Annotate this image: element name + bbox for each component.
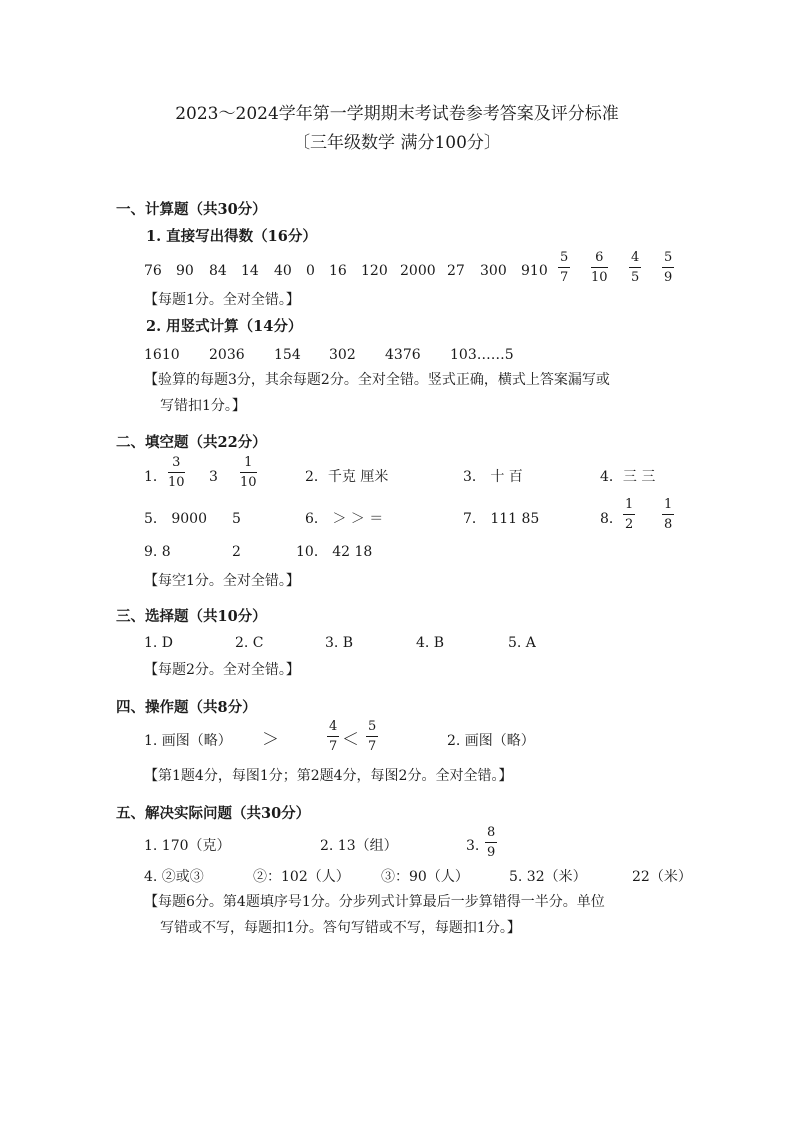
s5-note-line2: 写错或不写，每题扣1分。答句写错或不写，每题扣1分。】 [160, 920, 521, 936]
answer: 84 [209, 263, 227, 279]
s2-q9-second: 2 [232, 544, 241, 560]
s2-q5: 5． 9000 [144, 511, 207, 527]
answer: 90 [176, 263, 194, 279]
s2-q8-label: 8． [600, 511, 623, 527]
answer: 103……5 [450, 347, 514, 363]
s3-note: 【每题2分。全对全错。】 [144, 662, 300, 678]
fraction [327, 720, 339, 753]
fraction-numerator: 4 [329, 719, 338, 734]
s2-q2: 2．千克 厘米 [305, 469, 389, 485]
answer: 120 [361, 263, 388, 279]
fraction [366, 720, 378, 753]
answer: 2036 [209, 347, 245, 363]
s2-q1-value: 3 [209, 469, 218, 485]
section-4-heading: 四、操作题（共8分） [116, 699, 257, 716]
s2-q1-label: 1． [144, 469, 167, 485]
fraction-numerator: 5 [560, 250, 569, 265]
s4-less-than: ＜ [342, 730, 359, 750]
fraction-denominator: 7 [560, 270, 569, 285]
fraction [629, 251, 641, 284]
section-2-heading: 二、填空题（共22分） [116, 434, 267, 451]
fraction-denominator: 10 [591, 270, 608, 285]
fraction-denominator: 2 [625, 517, 634, 532]
fraction-denominator: 10 [240, 475, 257, 490]
fraction-numerator: 1 [625, 497, 634, 512]
answer: 2000 [400, 263, 436, 279]
section-3-heading: 三、选择题（共10分） [116, 608, 267, 625]
s3-answer: 3. B [325, 635, 354, 651]
fraction [623, 498, 635, 531]
s4-q2: 2. 画图（略） [447, 733, 535, 749]
s2-q3: 3． 十 百 [463, 469, 523, 485]
answer: 14 [241, 263, 259, 279]
fraction-numerator: 1 [244, 455, 253, 470]
s1-part2-note-line1: 【验算的每题3分，其余每题2分。全对全错。竖式正确，横式上答案漏写或 [144, 372, 610, 388]
fraction-denominator: 9 [487, 845, 496, 860]
fraction [591, 251, 608, 284]
s2-q7: 7． 111 85 [463, 511, 540, 527]
s5-q2: 2. 13（组） [320, 838, 398, 854]
page-title: 2023～2024学年第一学期期末考试卷参考答案及评分标准 [175, 104, 619, 124]
fraction [662, 251, 674, 284]
s4-note: 【第1题4分，每图1分；第2题4分，每图2分。全对全错。】 [144, 768, 513, 784]
page-subtitle: 〔三年级数学 满分100分〕 [293, 133, 501, 153]
s4-q1: 1. 画图（略） [144, 733, 232, 749]
s5-note-line1: 【每题6分。第4题填序号1分。分步列式计算最后一步算错得一半分。单位 [144, 894, 605, 910]
s4-q1-symbol: ＞ [262, 730, 279, 750]
s5-q5: 5. 32（米） [509, 869, 587, 885]
answer: 300 [480, 263, 507, 279]
s5-q1: 1. 170（克） [144, 838, 231, 854]
fraction-numerator: 4 [631, 250, 640, 265]
answer: 1610 [144, 347, 180, 363]
fraction-denominator: 8 [664, 517, 673, 532]
s1-part2-note-line2: 写错扣1分。】 [160, 398, 246, 414]
s3-answer: 5. A [508, 635, 536, 651]
fraction-numerator: 8 [487, 825, 496, 840]
answer: 27 [447, 263, 465, 279]
answer: 40 [274, 263, 292, 279]
fraction-denominator: 7 [329, 739, 338, 754]
s5-q3-label: 3. [466, 838, 480, 854]
s1-part2-title: 2. 用竖式计算（14分） [146, 318, 303, 335]
answer: 910 [521, 263, 548, 279]
s2-q10: 10． 42 18 [296, 544, 373, 560]
fraction [662, 498, 674, 531]
s5-q5-second: 22（米） [632, 869, 692, 885]
s5-q4: 4. ②或③ [144, 869, 204, 885]
section-5-heading: 五、解决实际问题（共30分） [116, 805, 311, 822]
s3-answer: 4. B [416, 635, 445, 651]
answer: 154 [274, 347, 301, 363]
fraction-numerator: 3 [172, 455, 181, 470]
answer: 16 [329, 263, 347, 279]
answer: 0 [306, 263, 315, 279]
fraction-denominator: 9 [664, 270, 673, 285]
answer: 4376 [385, 347, 421, 363]
s3-answer: 2. C [235, 635, 264, 651]
fraction [558, 251, 570, 284]
fraction-denominator: 7 [368, 739, 377, 754]
fraction [240, 456, 257, 489]
fraction-denominator: 5 [631, 270, 640, 285]
s5-q4-option-2: ②：102（人） [253, 869, 350, 885]
fraction [485, 826, 497, 859]
fraction [168, 456, 185, 489]
fraction-numerator: 5 [368, 719, 377, 734]
s1-part1-note: 【每题1分。全对全错。】 [144, 292, 300, 308]
s2-q6: 6． ＞ ＞ ＝ [305, 511, 384, 527]
fraction-numerator: 6 [595, 250, 604, 265]
s2-q9: 9. 8 [144, 544, 171, 560]
s1-part1-title: 1. 直接写出得数（16分） [146, 228, 317, 245]
s2-q5-second: 5 [232, 511, 241, 527]
s5-q4-option-3: ③：90（人） [381, 869, 469, 885]
answer: 302 [329, 347, 356, 363]
fraction-numerator: 5 [664, 250, 673, 265]
section-1-heading: 一、计算题（共30分） [116, 201, 267, 218]
s3-answer: 1. D [144, 635, 174, 651]
s2-note: 【每空1分。全对全错。】 [144, 573, 300, 589]
fraction-denominator: 10 [168, 475, 185, 490]
s2-q4: 4．三 三 [600, 469, 656, 485]
answer: 76 [144, 263, 162, 279]
fraction-numerator: 1 [664, 497, 673, 512]
